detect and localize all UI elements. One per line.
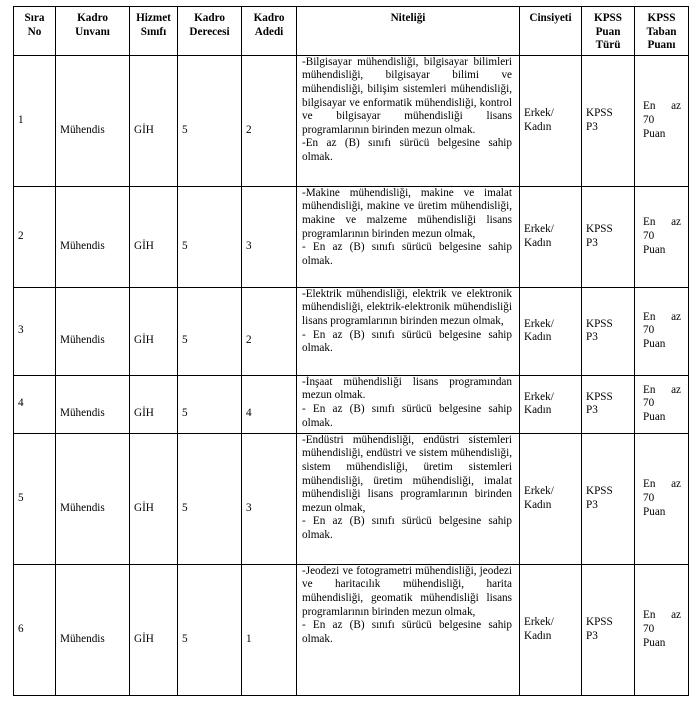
kadro-unvani: Mühendis	[56, 55, 130, 186]
hizmet-sinifi: GİH	[130, 186, 178, 287]
kadro-adedi: 2	[242, 287, 297, 375]
kadro-unvani: Mühendis	[56, 186, 130, 287]
kadro-table	[13, 6, 689, 696]
hizmet-sinifi: GİH	[130, 564, 178, 695]
nitelik-license: - En az (B) sınıfı sürücü belgesine sahip olmak.	[302, 328, 512, 355]
kadro-derecesi: 5	[178, 433, 242, 564]
table-row	[14, 564, 689, 695]
kadro-unvani: Mühendis	[56, 433, 130, 564]
nitelik-education: -Elektrik mühendisliği, elektrik ve elektronik mühendisliği, elektrik-elektronik mühendisliği lisans programlarının birinden mezun olmak,	[302, 287, 512, 327]
sira-no: 4	[14, 375, 56, 433]
kadro-adedi: 4	[242, 375, 297, 433]
table-row	[14, 433, 689, 564]
header-nitelik: Niteliği	[297, 7, 520, 56]
nitelik-license: - En az (B) sınıfı sürücü belgesine sahip olmak.	[302, 515, 512, 541]
header-derece: Kadro Derecesi	[178, 7, 242, 56]
header-cinsiyet: Cinsiyeti	[520, 7, 582, 56]
hizmet-sinifi: GİH	[130, 433, 178, 564]
kpss-puan-turu: KPSS P3	[582, 287, 635, 375]
hizmet-sinifi: GİH	[130, 375, 178, 433]
table-row	[14, 55, 689, 186]
kadro-derecesi: 5	[178, 287, 242, 375]
header-sinif: Hizmet Sınıfı	[130, 7, 178, 56]
hizmet-sinifi: GİH	[130, 55, 178, 186]
kpss-puan-turu: KPSS P3	[582, 433, 635, 564]
sira-no: 3	[14, 287, 56, 375]
nitelik-license: - En az (B) sınıfı sürücü belgesine sahip olmak.	[302, 241, 512, 267]
sira-no: 5	[14, 433, 56, 564]
nitelik-cell	[297, 564, 520, 695]
kadro-derecesi: 5	[178, 55, 242, 186]
kadro-derecesi: 5	[178, 375, 242, 433]
sira-no: 2	[14, 186, 56, 287]
nitelik-cell	[297, 287, 520, 375]
header-row	[14, 7, 689, 56]
nitelik-cell	[297, 55, 520, 186]
hizmet-sinifi: GİH	[130, 287, 178, 375]
cinsiyet-cell: Erkek/ Kadın	[520, 287, 582, 375]
header-puan-turu: KPSS Puan Türü	[582, 7, 635, 56]
nitelik-license: -En az (B) sınıfı sürücü belgesine sahip olmak.	[302, 137, 512, 163]
kpss-taban-puani: En az 70 Puan	[635, 375, 689, 433]
cinsiyet-cell: Erkek/ Kadın	[520, 55, 582, 186]
nitelik-license: - En az (B) sınıfı sürücü belgesine sahip olmak.	[302, 402, 512, 429]
cinsiyet-cell: Erkek/ Kadın	[520, 186, 582, 287]
nitelik-license: - En az (B) sınıfı sürücü belgesine sahip olmak.	[302, 619, 512, 645]
kpss-taban-puani: En az 70 Puan	[635, 433, 689, 564]
kadro-adedi: 3	[242, 186, 297, 287]
kpss-puan-turu: KPSS P3	[582, 375, 635, 433]
kpss-puan-turu: KPSS P3	[582, 55, 635, 186]
nitelik-education: -Endüstri mühendisliği, endüstri sistemleri mühendisliği, endüstri ve sistem mühendisliği, sistem mühendisliği, üretim sistemleri mühendisliği, üretim mühendisliği, imalat mühendisliği lisans programlarının birinden mezun olmak,	[302, 433, 512, 514]
table-row	[14, 375, 689, 433]
kpss-taban-puani: En az 70 Puan	[635, 287, 689, 375]
kadro-adedi: 2	[242, 55, 297, 186]
kadro-derecesi: 5	[178, 186, 242, 287]
kadro-unvani: Mühendis	[56, 287, 130, 375]
nitelik-cell	[297, 375, 520, 433]
cinsiyet-cell: Erkek/ Kadın	[520, 375, 582, 433]
kpss-taban-puani: En az 70 Puan	[635, 186, 689, 287]
kpss-puan-turu: KPSS P3	[582, 564, 635, 695]
nitelik-cell	[297, 433, 520, 564]
sira-no: 1	[14, 55, 56, 186]
table-row	[14, 186, 689, 287]
kpss-taban-puani: En az 70 Puan	[635, 564, 689, 695]
kpss-taban-puani: En az 70 Puan	[635, 55, 689, 186]
kadro-unvani: Mühendis	[56, 375, 130, 433]
header-unvan: Kadro Unvanı	[56, 7, 130, 56]
kadro-adedi: 1	[242, 564, 297, 695]
nitelik-education: -Makine mühendisliği, makine ve imalat mühendisliği, makine ve üretim mühendisliği, makine ve malzeme mühendisliği lisans programlarının birinden mezun olmak,	[302, 186, 512, 240]
header-sira: Sıra No	[14, 7, 56, 56]
kadro-adedi: 3	[242, 433, 297, 564]
header-taban-puan: KPSS Taban Puanı	[635, 7, 689, 56]
nitelik-cell	[297, 186, 520, 287]
nitelik-education: -Jeodezi ve fotogrametri mühendisliği, jeodezi ve haritacılık mühendisliği, harita mühendisliği, geomatik mühendisliği lisans programlarının birinden mezun olmak,	[302, 564, 512, 618]
nitelik-education: -Bilgisayar mühendisliği, bilgisayar bilimleri mühendisliği, bilgisayar bilimi ve mühendisliği, bilişim sistemleri mühendisliği, bilgisayar ve enformatik mühendisliği, kontrol ve bilgisayar mühendisliği lisans programlarının birinden mezun olmak.	[302, 55, 512, 136]
cinsiyet-cell: Erkek/ Kadın	[520, 564, 582, 695]
kadro-derecesi: 5	[178, 564, 242, 695]
header-adet: Kadro Adedi	[242, 7, 297, 56]
cinsiyet-cell: Erkek/ Kadın	[520, 433, 582, 564]
kpss-puan-turu: KPSS P3	[582, 186, 635, 287]
sira-no: 6	[14, 564, 56, 695]
kadro-unvani: Mühendis	[56, 564, 130, 695]
table-row	[14, 287, 689, 375]
nitelik-education: -İnşaat mühendisliği lisans programından mezun olmak.	[302, 375, 512, 402]
